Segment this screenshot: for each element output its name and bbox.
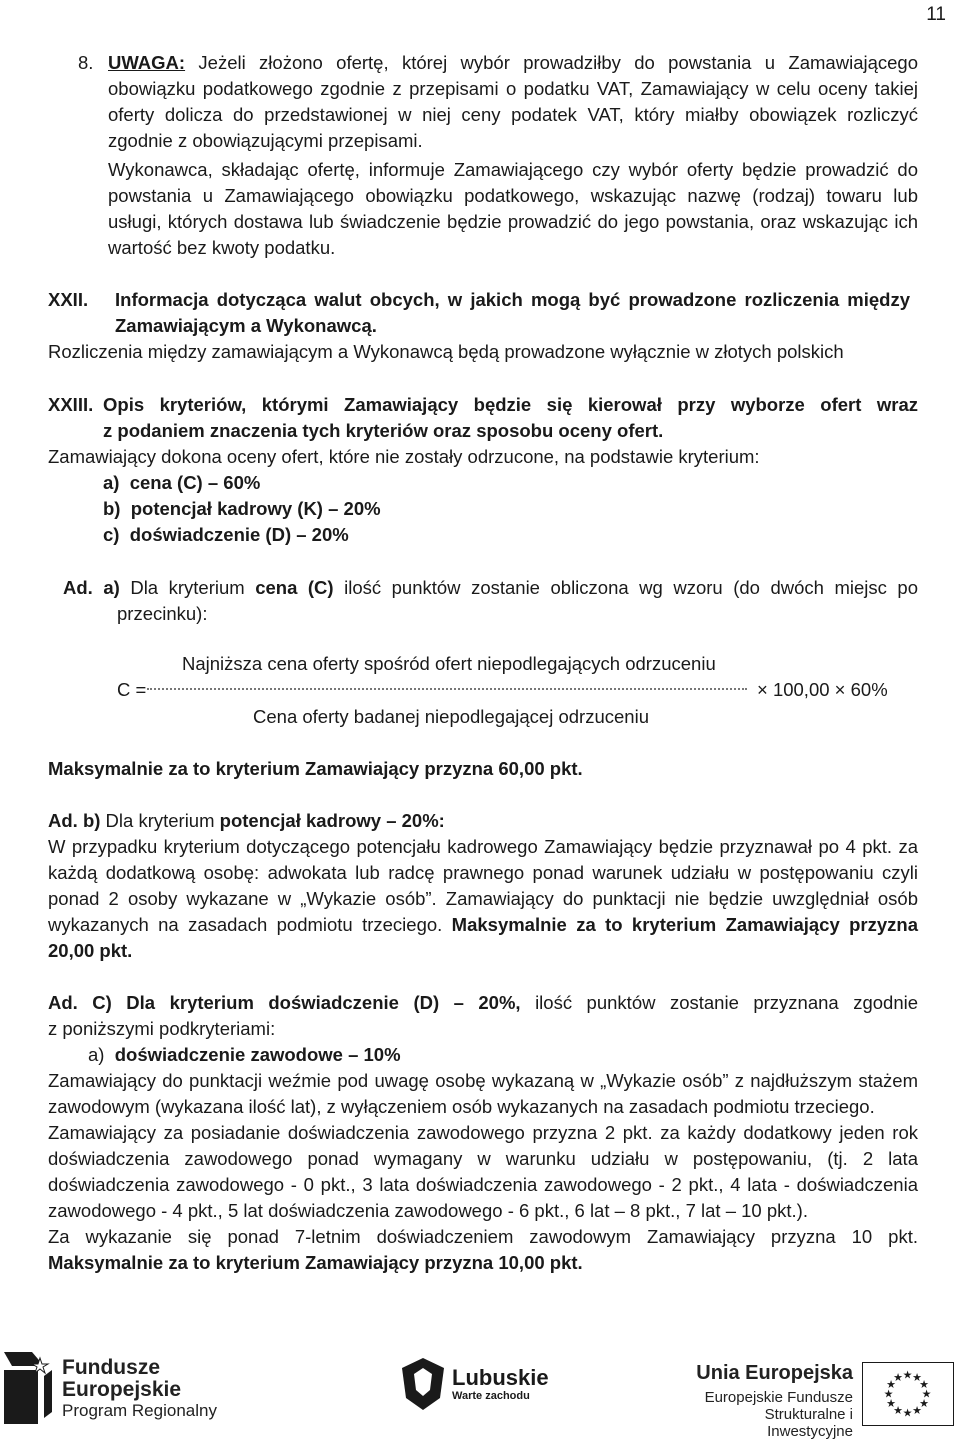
eu-star-icon: ★ (919, 1398, 929, 1410)
ad-c-l2: zawodowym (wykazana ilość lat), z wyłączeniem osób wykazanych na zasadach podmiotu trzeciego. (48, 1096, 875, 1117)
eu-star-icon: ★ (902, 1407, 913, 1420)
ad-c-line2: z poniższymi podkryteriami: (48, 1018, 276, 1039)
criterion-a: a) cena (C) – 60% (103, 472, 261, 493)
item-8-p2-line2: powstania u Zamawiającego obowiązku podatkowego, wskazując nazwę (rodzaj) towaru lub (108, 185, 918, 206)
section-23-intro: Zamawiający dokona oceny ofert, które nie zostały odrzucone, na podstawie kryterium: (48, 446, 760, 467)
eu-star-icon: ★ (886, 1398, 896, 1410)
item-8-p2-line3: usługi, których dostawa lub świadczenie będzie prowadzić do jego powstania, oraz wskazując ich (108, 211, 918, 232)
ad-c-subcriterion: a) doświadczenie zawodowe – 10% (88, 1044, 401, 1065)
section-23-number: XXIII. (48, 394, 94, 415)
ad-c-l7: Za wykazanie się ponad 7-letnim doświadczeniem zawodowym Zamawiający przyzna 10 pkt. (48, 1226, 918, 1247)
ad-c-l5: doświadczenia zawodowego - 0 pkt., 3 lata doświadczenia zawodowego - 2 pkt., 4 lata - doświadczenia (48, 1174, 918, 1195)
item-8-line1: UWAGA: Jeżeli złożono ofertę, której wybór prowadziłby do powstania u Zamawiającego (108, 52, 918, 73)
item-8-number: 8. (78, 52, 94, 73)
ad-c-l1: Zamawiający do punktacji weźmie pod uwagę osobę wykazaną w „Wykazie osób” z najdłuższym stażem (48, 1070, 918, 1091)
formula-numerator: Najniższa cena oferty spośród ofert niepodlegających odrzuceniu (182, 653, 716, 674)
ad-b-line5: 20,00 pkt. (48, 940, 133, 961)
eu-star-icon: ★ (883, 1388, 894, 1401)
criterion-c: c) doświadczenie (D) – 20% (103, 524, 349, 545)
fraction-line (147, 688, 747, 690)
ad-a-line2: przecinku): (117, 603, 208, 624)
ad-c-l4: doświadczenia zawodowego ponad wymagany w warunku udziału w postępowaniu, (tj. 2 lata (48, 1148, 918, 1169)
eu-star-icon: ★ (912, 1405, 922, 1417)
ad-b-heading: Ad. b) Dla kryterium potencjał kadrowy – 20%: (48, 810, 445, 831)
item-8-p2-line1: Wykonawca, składając ofertę, informuje Zamawiającego czy wybór oferty będzie prowadzić do (108, 159, 918, 180)
criterion-b: b) potencjał kadrowy (K) – 20% (103, 498, 381, 519)
lubuskie-text: Lubuskie Warte zachodu (452, 1365, 549, 1402)
formula-lhs: C = (117, 679, 147, 700)
ad-c-heading: Ad. C) Dla kryterium doświadczenie (D) – 20%, ilość punktów zostanie przyznana zgodnie (48, 992, 919, 1013)
eu-star-icon: ★ (893, 1372, 903, 1384)
item-8-line4: zgodnie z obowiązującymi przepisami. (108, 130, 423, 151)
eu-star-icon: ★ (902, 1369, 913, 1382)
eu-flag-icon (862, 1362, 954, 1426)
ad-a-line1: Ad. a) Dla kryterium cena (C) ilość punktów zostanie obliczona wg wzoru (do dwóch miejsc po (63, 577, 919, 598)
eu-star-icon: ★ (921, 1388, 932, 1401)
ad-b-line4: wykazanych na zasadach podmiotu trzeciego. Maksymalnie za to kryterium Zamawiający przyzna (48, 914, 918, 935)
section-22-number: XXII. (48, 289, 89, 310)
section-22-title-line1: Informacja dotycząca walut obcych, w jakich mogą być prowadzone rozliczenia między (115, 289, 910, 310)
item-8-p2-line4: wartość bez kwoty podatku. (108, 237, 336, 258)
section-22-title-line2: Zamawiającym a Wykonawcą. (115, 315, 377, 336)
ad-c-max: Maksymalnie za to kryterium Zamawiający przyzna 10,00 pkt. (48, 1252, 583, 1273)
unia-europejska-text: Unia Europejska Europejskie Fundusze Strukturalne i Inwestycyjne (696, 1362, 853, 1440)
formula-multiplier: × 100,00 × 60% (757, 679, 888, 700)
item-8-line2: obowiązku podatkowego zgodnie z przepisami o podatku VAT, Zamawiający w celu oceny takiej (108, 78, 918, 99)
eu-star-icon: ★ (886, 1379, 896, 1391)
item-8-line3: oferty dolicza do przedstawionej w niej ceny podatek VAT, który miałby obowiązek rozliczyć (108, 104, 918, 125)
page-number: 11 (926, 4, 946, 25)
ad-b-line2: każdą dodatkową osobę: adwokata lub radcę prawnego ponad warunek udziału w postępowaniu czyli (48, 862, 918, 883)
lubuskie-logo-icon (400, 1356, 446, 1412)
ad-c-l3: Zamawiający za posiadanie doświadczenia zawodowego przyzna 2 pkt. za każdy dodatkowy jeden rok (48, 1122, 918, 1143)
fundusze-europejskie-logo-icon (4, 1352, 54, 1424)
section-22-body: Rozliczenia między zamawiającym a Wykonawcą będą prowadzone wyłącznie w złotych polskich (48, 341, 844, 362)
eu-star-icon: ★ (919, 1379, 929, 1391)
ad-b-line3: ponad 2 osoby wykazane w „Wykazie osób”. Zamawiający do punktacji nie będzie uwzględniał osób (48, 888, 918, 909)
uwaga-label: UWAGA: (108, 52, 186, 73)
eu-star-icon: ★ (893, 1405, 903, 1417)
fundusze-europejskie-text: Fundusze Europejskie Program Regionalny (62, 1356, 217, 1420)
ad-b-line1: W przypadku kryterium dotyczącego potencjału kadrowego Zamawiający będzie przyznawał po 4 pkt. za (48, 836, 918, 857)
section-23-title-line2: z podaniem znaczenia tych kryteriów oraz sposobu oceny ofert. (103, 420, 664, 441)
ad-c-l6: zawodowego - 4 pkt., 5 lat doświadczenia zawodowego - 6 pkt., 6 lat – 8 pkt., 7 lat – 10 pkt.). (48, 1200, 808, 1221)
section-23-title-line1: Opis kryteriów, którymi Zamawiający będzie się kierował przy wyborze ofert wraz (103, 394, 918, 415)
formula-denominator: Cena oferty badanej niepodlegającej odrzuceniu (253, 706, 649, 727)
ad-a-max: Maksymalnie za to kryterium Zamawiający przyzna 60,00 pkt. (48, 758, 583, 779)
eu-star-icon: ★ (912, 1372, 922, 1384)
